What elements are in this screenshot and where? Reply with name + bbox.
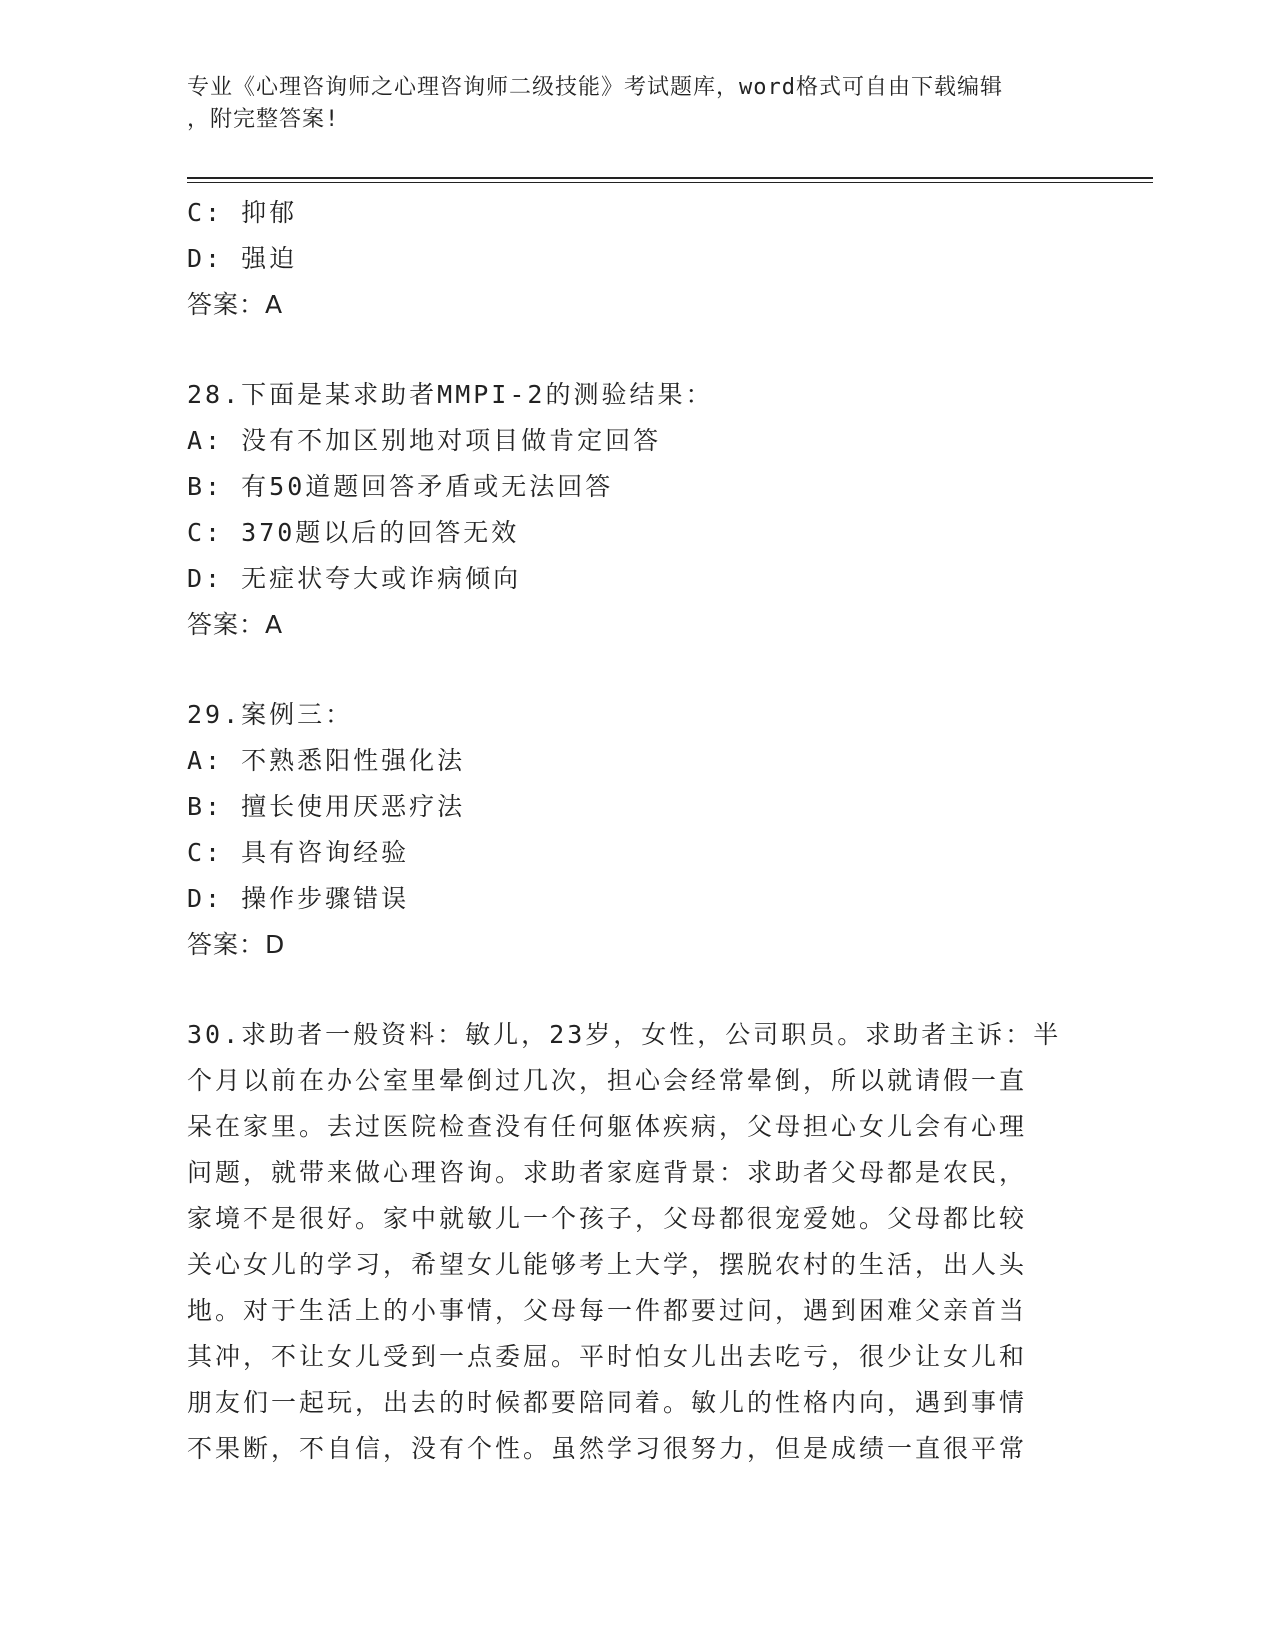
option-b: B: 有50道题回答矛盾或无法回答 xyxy=(187,472,614,501)
question-28 xyxy=(187,372,1087,648)
option-c: C: 370题以后的回答无效 xyxy=(187,518,520,547)
option-d: D: 强迫 xyxy=(187,244,298,273)
option-a: A: 不熟悉阳性强化法 xyxy=(187,746,466,775)
paragraph-line: 朋友们一起玩，出去的时候都要陪同着。敏儿的性格内向，遇到事情 xyxy=(187,1388,1028,1417)
paragraph-line: 个月以前在办公室里晕倒过几次，担心会经常晕倒，所以就请假一直 xyxy=(187,1066,1028,1095)
option-c: C: 抑郁 xyxy=(187,198,298,227)
paragraph-line: 问题，就带来做心理咨询。求助者家庭背景：求助者父母都是农民， xyxy=(187,1158,1028,1187)
question-30 xyxy=(187,1012,1087,1472)
header-title-line-1: 专业《心理咨询师之心理咨询师二级技能》考试题库，word格式可自由下载编辑 xyxy=(187,75,1003,100)
paragraph-line: 30.求助者一般资料：敏儿，23岁，女性，公司职员。求助者主诉：半 xyxy=(187,1020,1062,1049)
paragraph-line: 地。对于生活上的小事情，父母每一件都要过问，遇到困难父亲首当 xyxy=(187,1296,1028,1325)
answer-label: 答案：D xyxy=(187,930,286,959)
option-c: C: 具有咨询经验 xyxy=(187,838,410,867)
question-stem: 29.案例三： xyxy=(187,700,354,729)
paragraph-line: 家境不是很好。家中就敏儿一个孩子，父母都很宠爱她。父母都比较 xyxy=(187,1204,1028,1233)
header-divider-thick xyxy=(187,177,1153,179)
answer-label: 答案：A xyxy=(187,610,284,639)
previous-question xyxy=(187,190,1087,328)
header-title-line-2: ，附完整答案! xyxy=(187,107,340,132)
option-d: D: 操作步骤错误 xyxy=(187,884,410,913)
paragraph-line: 呆在家里。去过医院检查没有任何躯体疾病，父母担心女儿会有心理 xyxy=(187,1112,1028,1141)
paragraph-line: 其冲，不让女儿受到一点委屈。平时怕女儿出去吃亏，很少让女儿和 xyxy=(187,1342,1028,1371)
document-header xyxy=(187,72,1087,136)
question-stem: 28.下面是某求助者MMPI-2的测验结果： xyxy=(187,380,714,409)
answer-label: 答案：A xyxy=(187,290,284,319)
paragraph-line: 不果断，不自信，没有个性。虽然学习很努力，但是成绩一直很平常 xyxy=(187,1434,1028,1463)
option-d: D: 无症状夸大或诈病倾向 xyxy=(187,564,522,593)
option-a: A: 没有不加区别地对项目做肯定回答 xyxy=(187,426,662,455)
option-b: B: 擅长使用厌恶疗法 xyxy=(187,792,466,821)
question-content xyxy=(187,190,1087,1472)
question-29 xyxy=(187,692,1087,968)
header-divider-thin xyxy=(187,182,1153,183)
paragraph-line: 关心女儿的学习，希望女儿能够考上大学，摆脱农村的生活，出人头 xyxy=(187,1250,1028,1279)
